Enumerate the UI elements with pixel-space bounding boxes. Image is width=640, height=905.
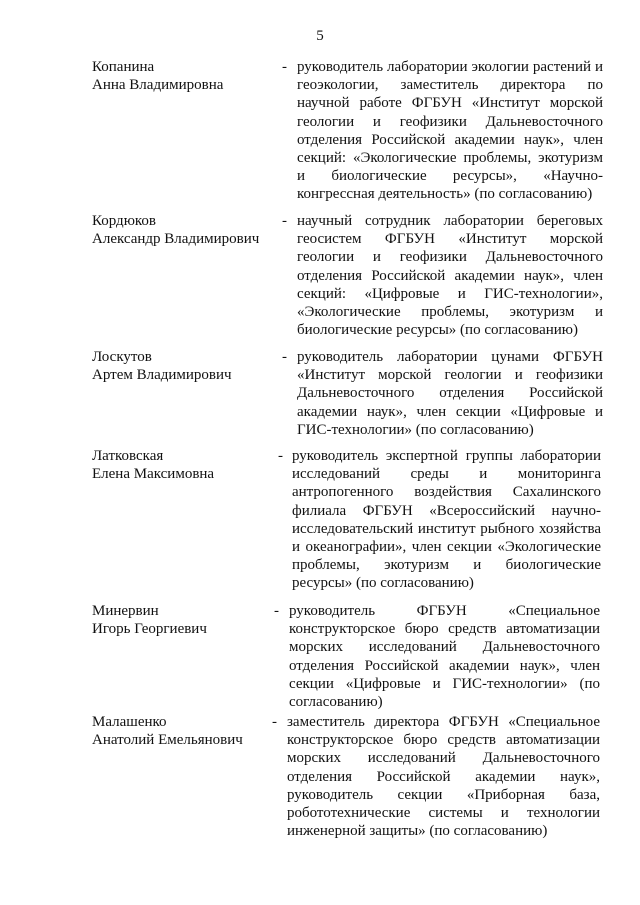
member-name: [92, 58, 277, 94]
member-name: [92, 348, 277, 384]
entry-dash: -: [278, 448, 283, 464]
entry-dash: -: [282, 349, 287, 365]
member-description: руководитель ФГБУН «Специальное конструкторское бюро средств автоматизации морских исследований Дальневосточного отделения Российской академии наук», член секции «Цифровые и ГИС-технологии» (по согласованию): [289, 603, 600, 711]
member-surname: Лоскутов: [92, 349, 152, 365]
member-description: руководитель экспертной группы лаборатории исследований среды и мониторинга антропогенного воздействия Сахалинского филиала ФГБУН «Всероссийский научно-исследовательский институт рыбного хозяйства и океанографии», член секции «Экологические проблемы, экотуризм и биологические ресурсы» (по согласованию): [292, 448, 601, 592]
member-description: научный сотрудник лаборатории береговых геосистем ФГБУН «Институт морской геологии и геофизики Дальневосточного отделения Российской академии наук», член секций: «Цифровые и ГИС-технологии», «Экологические проблемы, экотуризм и биологические ресурсы» (по согласованию): [297, 213, 603, 339]
member-given-names: Анатолий Емельянович: [92, 732, 243, 748]
member-surname: Малашенко: [92, 714, 167, 730]
member-given-names: Александр Владимирович: [92, 231, 260, 247]
member-given-names: Игорь Георгиевич: [92, 621, 207, 637]
entry-dash: -: [282, 59, 287, 75]
member-given-names: Елена Максимовна: [92, 466, 215, 482]
member-surname: Латковская: [92, 448, 164, 464]
entry-dash: -: [272, 714, 277, 730]
entry-dash: -: [282, 213, 287, 229]
member-description: заместитель директора ФГБУН «Специальное конструкторское бюро средств автоматизации морских исследований Дальневосточного отделения Российской академии наук», руководитель секции «Приборная база, робототехнические системы и технологии инженерной защиты» (по согласованию): [287, 714, 600, 840]
member-surname: Минервин: [92, 603, 159, 619]
member-surname: Копанина: [92, 59, 155, 75]
member-given-names: Анна Владимировна: [92, 77, 224, 93]
entry-dash: -: [274, 603, 279, 619]
member-description: руководитель лаборатории цунами ФГБУН «Институт морской геологии и геофизики Дальневосточного отделения Российской академии наук», член секции «Цифровые и ГИС-технологии» (по согласованию): [297, 349, 603, 438]
member-name: [92, 602, 277, 638]
page-number: 5: [316, 28, 324, 44]
member-name: [92, 447, 277, 483]
member-name: [92, 713, 277, 749]
member-given-names: Артем Владимирович: [92, 367, 232, 383]
member-surname: Кордюков: [92, 213, 157, 229]
member-description: руководитель лаборатории экологии растений и геоэкологии, заместитель директора по научной работе ФГБУН «Институт морской геологии и геофизики Дальневосточного отделения Российской академии наук», член секций: «Экологические проблемы, экотуризм и биологические ресурсы», «Научно-конгрессная деятельность» (по согласованию): [297, 59, 603, 203]
member-name: [92, 212, 277, 248]
